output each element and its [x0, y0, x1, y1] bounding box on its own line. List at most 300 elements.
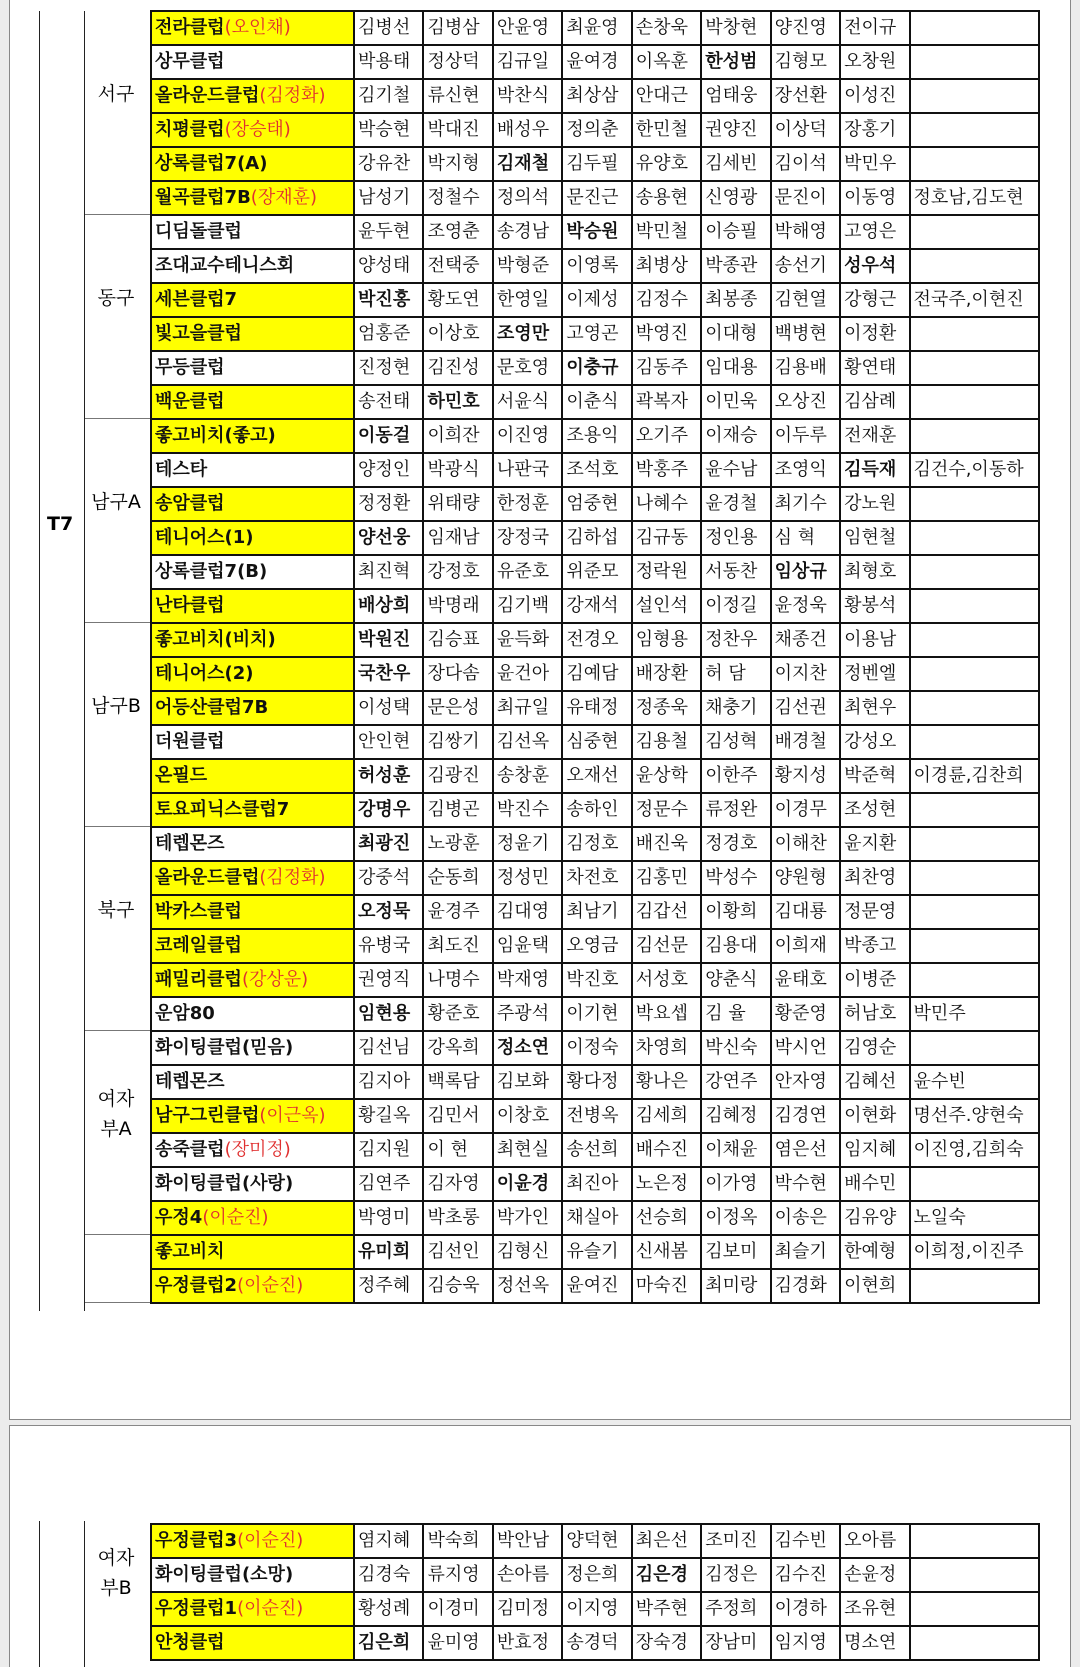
- table-row: [151, 725, 1039, 759]
- substitute-cell: [910, 929, 1039, 963]
- table-row: [151, 657, 1039, 691]
- player-cell: 윤건아: [493, 657, 562, 691]
- player-cell: 정윤기: [493, 827, 562, 861]
- player-cell: 오창원: [840, 45, 909, 79]
- player-cell: 이병준: [840, 963, 909, 997]
- player-cell: 안인현: [354, 725, 423, 759]
- player-cell: 염은선: [771, 1133, 840, 1167]
- player-cell: 박신숙: [701, 1031, 770, 1065]
- player-cell: 백록담: [423, 1065, 492, 1099]
- player-cell: 문은성: [423, 691, 492, 725]
- player-cell: 오정묵: [354, 895, 423, 929]
- player-cell: 황연태: [840, 351, 909, 385]
- player-cell: 허성훈: [354, 759, 423, 793]
- player-cell: 채충기: [701, 691, 770, 725]
- club-label: 송암클럽: [155, 493, 225, 514]
- player-cell: 진정현: [354, 351, 423, 385]
- player-cell: 박민우: [840, 147, 909, 181]
- player-cell: 박진수: [493, 793, 562, 827]
- substitute-cell: [910, 113, 1039, 147]
- player-cell: 정의석: [493, 181, 562, 215]
- substitute-cell: [910, 487, 1039, 521]
- player-cell: 임상규: [771, 555, 840, 589]
- club-label: 상록클럽7(B): [155, 561, 268, 582]
- player-cell: 엄홍준: [354, 317, 423, 351]
- club-name: [151, 147, 354, 181]
- player-cell: 류신현: [423, 79, 492, 113]
- table-row: [151, 181, 1039, 215]
- table-row: [151, 929, 1039, 963]
- player-cell: 한예형: [840, 1235, 909, 1269]
- player-cell: 최광진: [354, 827, 423, 861]
- club-name: [151, 521, 354, 555]
- player-cell: 박시언: [771, 1031, 840, 1065]
- player-cell: 황길옥: [354, 1099, 423, 1133]
- club-name: [151, 1558, 354, 1592]
- team-table: [150, 10, 1040, 1304]
- substitute-cell: 윤수빈: [910, 1065, 1039, 1099]
- club-label: 세븐클럽7: [155, 289, 238, 310]
- player-cell: 이춘식: [562, 385, 631, 419]
- club-name: [151, 317, 354, 351]
- player-cell: 김기백: [493, 589, 562, 623]
- player-cell: 염지혜: [354, 1524, 423, 1558]
- club-name: [151, 181, 354, 215]
- player-cell: 이동영: [840, 181, 909, 215]
- player-cell: 최윤영: [562, 11, 631, 45]
- player-cell: 전병옥: [562, 1099, 631, 1133]
- club-label: 테니어스(2): [155, 663, 254, 684]
- table-row: [151, 45, 1039, 79]
- player-cell: 전경오: [562, 623, 631, 657]
- table-row: [151, 997, 1039, 1031]
- club-label: 남구그린클럽: [155, 1105, 260, 1126]
- player-cell: 양성태: [354, 249, 423, 283]
- player-cell: 박지형: [423, 147, 492, 181]
- player-cell: 윤득화: [493, 623, 562, 657]
- player-cell: 이현화: [840, 1099, 909, 1133]
- club-label: 테렙몬즈: [155, 833, 225, 854]
- club-label: 안청클럽: [155, 1632, 225, 1653]
- player-cell: 설인석: [632, 589, 701, 623]
- player-cell: 권영직: [354, 963, 423, 997]
- player-cell: 이상덕: [771, 113, 840, 147]
- player-cell: 이경미: [423, 1592, 492, 1626]
- club-name: [151, 351, 354, 385]
- player-cell: 윤지환: [840, 827, 909, 861]
- player-cell: 서윤식: [493, 385, 562, 419]
- player-cell: 명소연: [840, 1626, 909, 1660]
- player-cell: 강성오: [840, 725, 909, 759]
- player-cell: 김기철: [354, 79, 423, 113]
- player-cell: 김용배: [771, 351, 840, 385]
- district-separator: [85, 826, 150, 827]
- player-cell: 박명래: [423, 589, 492, 623]
- left-border-line: [39, 11, 40, 1311]
- club-label: 박카스클럽: [155, 901, 242, 922]
- player-cell: 김동주: [632, 351, 701, 385]
- table-row: [151, 555, 1039, 589]
- player-cell: 문진이: [771, 181, 840, 215]
- player-cell: 손윤정: [840, 1558, 909, 1592]
- club-name: [151, 759, 354, 793]
- player-cell: 임형용: [632, 623, 701, 657]
- team-table: [150, 1523, 1040, 1661]
- substitute-cell: [910, 895, 1039, 929]
- player-cell: 안자영: [771, 1065, 840, 1099]
- club-owner: (이순진): [237, 1275, 304, 1296]
- player-cell: 한성범: [701, 45, 770, 79]
- player-cell: 배성우: [493, 113, 562, 147]
- substitute-cell: [910, 385, 1039, 419]
- player-cell: 강형근: [840, 283, 909, 317]
- club-name: [151, 385, 354, 419]
- player-cell: 김유양: [840, 1201, 909, 1235]
- player-cell: 노광훈: [423, 827, 492, 861]
- table-row: [151, 249, 1039, 283]
- player-cell: 이옥훈: [632, 45, 701, 79]
- club-name: [151, 283, 354, 317]
- player-cell: 임대용: [701, 351, 770, 385]
- substitute-cell: [910, 555, 1039, 589]
- player-cell: 김쌍기: [423, 725, 492, 759]
- club-name: [151, 1626, 354, 1660]
- club-name: [151, 623, 354, 657]
- club-owner: (이순진): [237, 1530, 304, 1551]
- player-cell: 송전태: [354, 385, 423, 419]
- table-row: [151, 623, 1039, 657]
- table-row: [151, 1099, 1039, 1133]
- club-name: [151, 1099, 354, 1133]
- club-name: [151, 1065, 354, 1099]
- player-cell: 김경연: [771, 1099, 840, 1133]
- club-name: [151, 11, 354, 45]
- document-page-1: [9, 0, 1071, 1420]
- player-cell: 김수진: [771, 1558, 840, 1592]
- player-cell: 이경무: [771, 793, 840, 827]
- player-cell: 유태정: [562, 691, 631, 725]
- player-cell: 최형호: [840, 555, 909, 589]
- club-name: [151, 249, 354, 283]
- player-cell: 순동희: [423, 861, 492, 895]
- substitute-cell: [910, 623, 1039, 657]
- player-cell: 최찬영: [840, 861, 909, 895]
- club-owner: (오인채): [224, 17, 291, 38]
- substitute-cell: [910, 963, 1039, 997]
- player-cell: 이해찬: [771, 827, 840, 861]
- player-cell: 박민철: [632, 215, 701, 249]
- substitute-cell: [910, 1269, 1039, 1303]
- club-name: [151, 1235, 354, 1269]
- player-cell: 정경호: [701, 827, 770, 861]
- player-cell: 최진아: [562, 1167, 631, 1201]
- player-cell: 황도연: [423, 283, 492, 317]
- player-cell: 허 담: [701, 657, 770, 691]
- district-separator: [85, 418, 150, 419]
- table-row: [151, 11, 1039, 45]
- player-cell: 정소연: [493, 1031, 562, 1065]
- table-row: [151, 1558, 1039, 1592]
- player-cell: 조성현: [840, 793, 909, 827]
- substitute-cell: 노일숙: [910, 1201, 1039, 1235]
- player-cell: 유병국: [354, 929, 423, 963]
- player-cell: 이황희: [701, 895, 770, 929]
- table-row: [151, 1524, 1039, 1558]
- table-row: [151, 1201, 1039, 1235]
- district-border-line: [84, 11, 85, 1311]
- player-cell: 임지영: [771, 1626, 840, 1660]
- player-cell: 이채윤: [701, 1133, 770, 1167]
- club-name: [151, 453, 354, 487]
- player-cell: 황다정: [562, 1065, 631, 1099]
- player-cell: 이지찬: [771, 657, 840, 691]
- club-name: [151, 929, 354, 963]
- substitute-cell: [910, 1626, 1039, 1660]
- player-cell: 주정희: [701, 1592, 770, 1626]
- player-cell: 주광석: [493, 997, 562, 1031]
- substitute-cell: [910, 419, 1039, 453]
- club-label: 빛고을클럽: [155, 323, 242, 344]
- district-label: 여자 부A: [97, 1088, 135, 1140]
- table-row: [151, 963, 1039, 997]
- club-name: [151, 45, 354, 79]
- left-border-line: [39, 1521, 40, 1667]
- player-cell: 나판국: [493, 453, 562, 487]
- player-cell: 김세빈: [701, 147, 770, 181]
- substitute-cell: [910, 1592, 1039, 1626]
- player-cell: 양정인: [354, 453, 423, 487]
- club-label: 온필드: [155, 765, 208, 786]
- player-cell: 김삼례: [840, 385, 909, 419]
- table-row: [151, 419, 1039, 453]
- player-cell: 정선옥: [493, 1269, 562, 1303]
- club-label: 상무클럽: [155, 51, 225, 72]
- player-cell: 유슬기: [562, 1235, 631, 1269]
- player-cell: 이정길: [701, 589, 770, 623]
- club-name: [151, 487, 354, 521]
- club-name: [151, 419, 354, 453]
- district-separator: [85, 214, 150, 215]
- player-cell: 국찬우: [354, 657, 423, 691]
- player-cell: 임윤택: [493, 929, 562, 963]
- club-label: 화이팅클럽(믿음): [155, 1037, 294, 1058]
- player-cell: 김세희: [632, 1099, 701, 1133]
- player-cell: 김은경: [632, 1558, 701, 1592]
- club-label: 화이팅클럽(사랑): [155, 1173, 294, 1194]
- table-row: [151, 1626, 1039, 1660]
- club-label: 치평클럽: [155, 119, 225, 140]
- player-cell: 김용철: [632, 725, 701, 759]
- player-cell: 정벤엘: [840, 657, 909, 691]
- club-label: 월곡클럽7B: [155, 187, 251, 208]
- club-label: 화이팅클럽(소망): [155, 1564, 294, 1585]
- table-row: [151, 317, 1039, 351]
- table-row: [151, 1269, 1039, 1303]
- club-owner: (장미정): [224, 1139, 291, 1160]
- district-label: 남구A: [91, 491, 141, 513]
- player-cell: 박찬식: [493, 79, 562, 113]
- player-cell: 김득재: [840, 453, 909, 487]
- player-cell: 채종건: [771, 623, 840, 657]
- club-name: [151, 1592, 354, 1626]
- substitute-cell: [910, 691, 1039, 725]
- table-row: [151, 793, 1039, 827]
- substitute-cell: 정호남,김도현: [910, 181, 1039, 215]
- player-cell: 윤경철: [701, 487, 770, 521]
- substitute-cell: [910, 521, 1039, 555]
- substitute-cell: 박민주: [910, 997, 1039, 1031]
- club-label: 토요피닉스클럽7: [155, 799, 290, 820]
- player-cell: 황나은: [632, 1065, 701, 1099]
- player-cell: 오재선: [562, 759, 631, 793]
- player-cell: 고영곤: [562, 317, 631, 351]
- player-cell: 배상희: [354, 589, 423, 623]
- club-name: [151, 725, 354, 759]
- player-cell: 정철수: [423, 181, 492, 215]
- player-cell: 박형준: [493, 249, 562, 283]
- table-row: [151, 147, 1039, 181]
- district-separator: [85, 622, 150, 623]
- player-cell: 문진근: [562, 181, 631, 215]
- club-name: [151, 861, 354, 895]
- substitute-cell: [910, 1167, 1039, 1201]
- club-label: 난타클럽: [155, 595, 225, 616]
- table-row: [151, 453, 1039, 487]
- player-cell: 박용태: [354, 45, 423, 79]
- table-row: [151, 1031, 1039, 1065]
- player-cell: 강정호: [423, 555, 492, 589]
- player-cell: 위태량: [423, 487, 492, 521]
- player-cell: 김 율: [701, 997, 770, 1031]
- player-cell: 윤여진: [562, 1269, 631, 1303]
- table-row: [151, 827, 1039, 861]
- player-cell: 김연주: [354, 1167, 423, 1201]
- club-label: 상록클럽7(A): [155, 153, 268, 174]
- club-label: 더원클럽: [155, 731, 225, 752]
- player-cell: 김형모: [771, 45, 840, 79]
- player-cell: 선승희: [632, 1201, 701, 1235]
- player-cell: 최병상: [632, 249, 701, 283]
- player-cell: 황준호: [423, 997, 492, 1031]
- player-cell: 김정수: [632, 283, 701, 317]
- player-cell: 이진영: [493, 419, 562, 453]
- player-cell: 정락원: [632, 555, 701, 589]
- district-separator: [85, 1234, 150, 1235]
- player-cell: 김선권: [771, 691, 840, 725]
- player-cell: 강중석: [354, 861, 423, 895]
- club-label: 테니어스(1): [155, 527, 254, 548]
- player-cell: 양덕현: [562, 1524, 631, 1558]
- player-cell: 이희재: [771, 929, 840, 963]
- player-cell: 최은선: [632, 1524, 701, 1558]
- club-label: 무등클럽: [155, 357, 225, 378]
- player-cell: 김하섭: [562, 521, 631, 555]
- player-cell: 정인용: [701, 521, 770, 555]
- player-cell: 박성수: [701, 861, 770, 895]
- player-cell: 조용익: [562, 419, 631, 453]
- club-name: [151, 215, 354, 249]
- player-cell: 김선인: [423, 1235, 492, 1269]
- player-cell: 박승원: [562, 215, 631, 249]
- table-row: [151, 589, 1039, 623]
- player-cell: 최진혁: [354, 555, 423, 589]
- substitute-cell: [910, 861, 1039, 895]
- player-cell: 장선환: [771, 79, 840, 113]
- player-cell: 황지성: [771, 759, 840, 793]
- tournament-label: T7: [47, 513, 74, 535]
- club-label: 테렙몬즈: [155, 1071, 225, 1092]
- player-cell: 김자영: [423, 1167, 492, 1201]
- player-cell: 김형신: [493, 1235, 562, 1269]
- club-label: 운암80: [155, 1003, 215, 1024]
- player-cell: 김병선: [354, 11, 423, 45]
- substitute-cell: [910, 317, 1039, 351]
- player-cell: 황성례: [354, 1592, 423, 1626]
- player-cell: 오상진: [771, 385, 840, 419]
- player-cell: 윤경주: [423, 895, 492, 929]
- player-cell: 김미정: [493, 1592, 562, 1626]
- player-cell: 김승표: [423, 623, 492, 657]
- player-cell: 이송은: [771, 1201, 840, 1235]
- table-row: [151, 351, 1039, 385]
- player-cell: 위준모: [562, 555, 631, 589]
- substitute-cell: 명선주.양현숙: [910, 1099, 1039, 1133]
- player-cell: 이지영: [562, 1592, 631, 1626]
- player-cell: 이동걸: [354, 419, 423, 453]
- substitute-cell: [910, 793, 1039, 827]
- club-owner: (이순진): [202, 1207, 269, 1228]
- substitute-cell: [910, 215, 1039, 249]
- club-label: 좋고비치: [155, 1241, 225, 1262]
- player-cell: 정주혜: [354, 1269, 423, 1303]
- district-label: 여자 부B: [97, 1547, 135, 1599]
- player-cell: 김지아: [354, 1065, 423, 1099]
- club-name: [151, 1133, 354, 1167]
- player-cell: 김보미: [701, 1235, 770, 1269]
- club-name: [151, 1201, 354, 1235]
- player-cell: 김수빈: [771, 1524, 840, 1558]
- document-page-2: [9, 1425, 1071, 1667]
- player-cell: 박가인: [493, 1201, 562, 1235]
- table-row: [151, 113, 1039, 147]
- player-cell: 전이규: [840, 11, 909, 45]
- player-cell: 정정환: [354, 487, 423, 521]
- table-row: [151, 521, 1039, 555]
- table-row: [151, 215, 1039, 249]
- player-cell: 강노원: [840, 487, 909, 521]
- player-cell: 신영광: [701, 181, 770, 215]
- club-label: 올라운드클럽: [155, 85, 260, 106]
- table-row: [151, 1167, 1039, 1201]
- club-label: 조대교수테니스회: [155, 255, 295, 276]
- player-cell: 강재석: [562, 589, 631, 623]
- substitute-cell: [910, 1524, 1039, 1558]
- club-label: 테스타: [155, 459, 208, 480]
- player-cell: 이성택: [354, 691, 423, 725]
- player-cell: 이상호: [423, 317, 492, 351]
- player-cell: 양원형: [771, 861, 840, 895]
- district-label: 북구: [97, 899, 135, 921]
- player-cell: 김지원: [354, 1133, 423, 1167]
- player-cell: 최봉종: [701, 283, 770, 317]
- table-row: [151, 1235, 1039, 1269]
- player-cell: 윤정욱: [771, 589, 840, 623]
- player-cell: 김은희: [354, 1626, 423, 1660]
- player-cell: 김승욱: [423, 1269, 492, 1303]
- player-cell: 이용남: [840, 623, 909, 657]
- player-cell: 마숙진: [632, 1269, 701, 1303]
- player-cell: 김병삼: [423, 11, 492, 45]
